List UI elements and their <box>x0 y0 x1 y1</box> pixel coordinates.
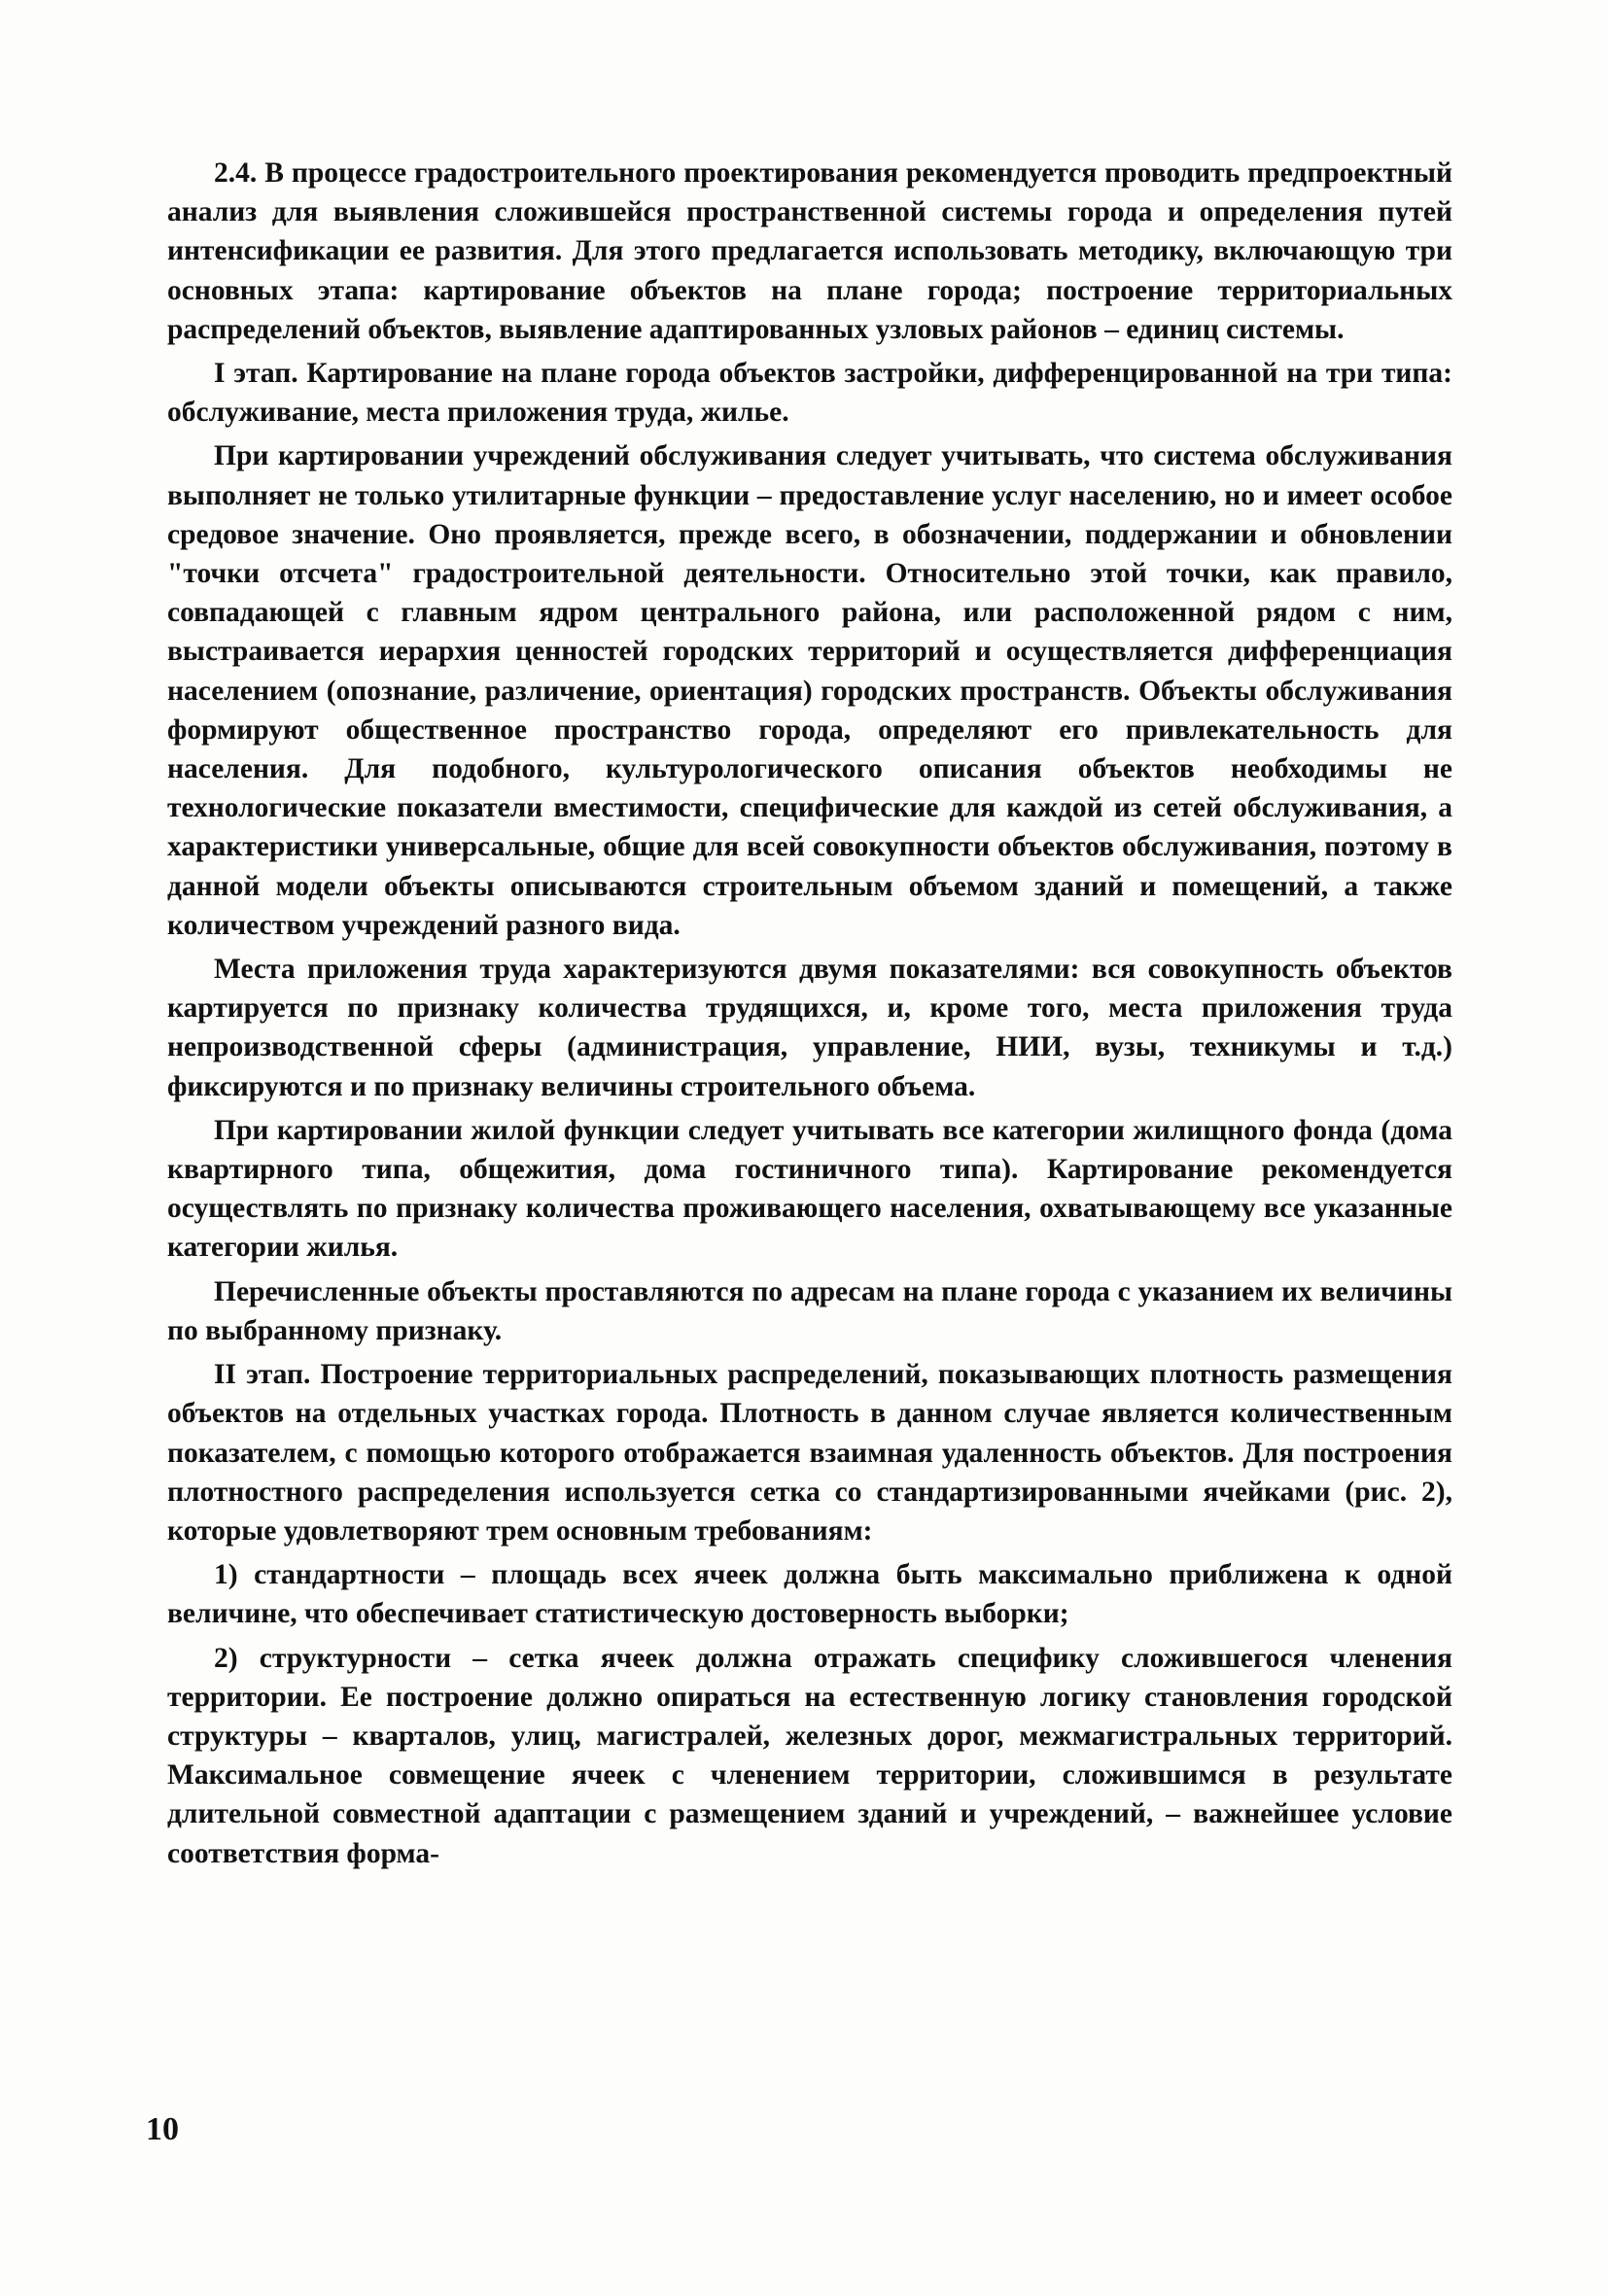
paragraph-text: 2.4. В процессе градостроительного проектирования рекомендуется проводить предпроектный анализ для выявления сложившейся пространственной системы города и определения путей интенсификации ее развития. Для этого предлагается использовать методику, включающую три основных этапа: картирование объектов на плане города; построение территориальных распределений объектов, выявление адаптированных узловых районов – единиц системы. <box>167 157 1452 345</box>
body-text <box>167 154 1452 1878</box>
paragraph-text: Картирование на плане города объектов застройки, дифференцированной на три типа: обслуживание, места приложения труда, жилье. <box>167 358 1453 429</box>
paragraph-text: Построение территориальных распределений, показывающих плотность размещения объектов на отдельных участках города. Плотность в данном случае является количественным показателем, с помощью которого отображается взаимная удаленность объектов. Для построения плотностного распределения используется сетка со стандартизированными ячейками (рис. 2), которые удовлетворяют трем основным требованиям: <box>167 1359 1452 1547</box>
paragraph-text: При картировании учреждений обслуживания следует учитывать, что система обслуживания выполняет не только утилитарные функции – предоставление услуг населению, но и имеет особое средовое значение. Оно проявляется, прежде всего, в обозначении, поддержании и обновлении "точки отсчета" градостроительной деятельности. Относительно этой точки, как правило, совпадающей с главным ядром центрального района, или расположенной рядом с ним, выстраивается иерархия ценностей городских территорий и осуществляется дифференциация населением (опознание, различение, ориентация) городских пространств. Объекты обслуживания формируют общественное пространство города, определяют его привлекательность для населения. Для подобного, культурологического описания объектов необходимы не технологические показатели вместимости, специфические для каждой из сетей обслуживания, а характеристики универсальные, общие для всей совокупности объектов обслуживания, поэтому в данной модели объекты описываются строительным объемом зданий и помещений, а также количеством учреждений разного вида. <box>167 440 1452 941</box>
paragraph-stage-2 <box>167 1355 1452 1550</box>
paragraph-workplaces <box>167 950 1452 1106</box>
paragraph-text: При картировании жилой функции следует учитывать все категории жилищного фонда (дома квартирного типа, общежития, дома гостиничного типа). Картирование рекомендуется осуществлять по признаку количества проживающего населения, охватывающему все указанные категории жилья. <box>167 1114 1452 1264</box>
list-item-structurality <box>167 1639 1452 1873</box>
paragraph-stage-1 <box>167 354 1452 432</box>
stage-1-label: I этап. <box>214 358 298 390</box>
stage-2-label: II этап. <box>214 1359 311 1391</box>
paragraph-text: Места приложения труда характеризуются двумя показателями: вся совокупность объектов картируется по признаку количества трудящихся, и, кроме того, места приложения труда непроизводственной сферы (администрация, управление, НИИ, вузы, техникумы и т.д.) фиксируются и по признаку величины строительного объема. <box>167 954 1452 1102</box>
paragraph-text: 1) стандартности – площадь всех ячеек должна быть максимально приближена к одной величине, что обеспечивает статистическую достоверность выборки; <box>167 1559 1452 1630</box>
paragraph-addresses <box>167 1272 1452 1350</box>
paragraph-housing <box>167 1111 1452 1268</box>
paragraph-text: 2) структурности – сетка ячеек должна отражать специфику сложившегося членения территории. Ее построение должно опираться на естественную логику становления городской структуры – кварталов, улиц, магистралей, железных дорог, межмагистральных территорий. Максимальное совмещение ячеек с членением территории, сложившимся в результате длительной совместной адаптации с размещением зданий и учреждений, – важнейшее условие соответствия форма- <box>167 1642 1452 1869</box>
paragraph-2-4 <box>167 154 1452 349</box>
paragraph-service-mapping <box>167 436 1452 945</box>
page-number: 10 <box>146 2111 179 2147</box>
list-item-standardness <box>167 1555 1452 1633</box>
paragraph-text: Перечисленные объекты проставляются по адресам на плане города с указанием их величины по выбранному признаку. <box>167 1275 1452 1346</box>
